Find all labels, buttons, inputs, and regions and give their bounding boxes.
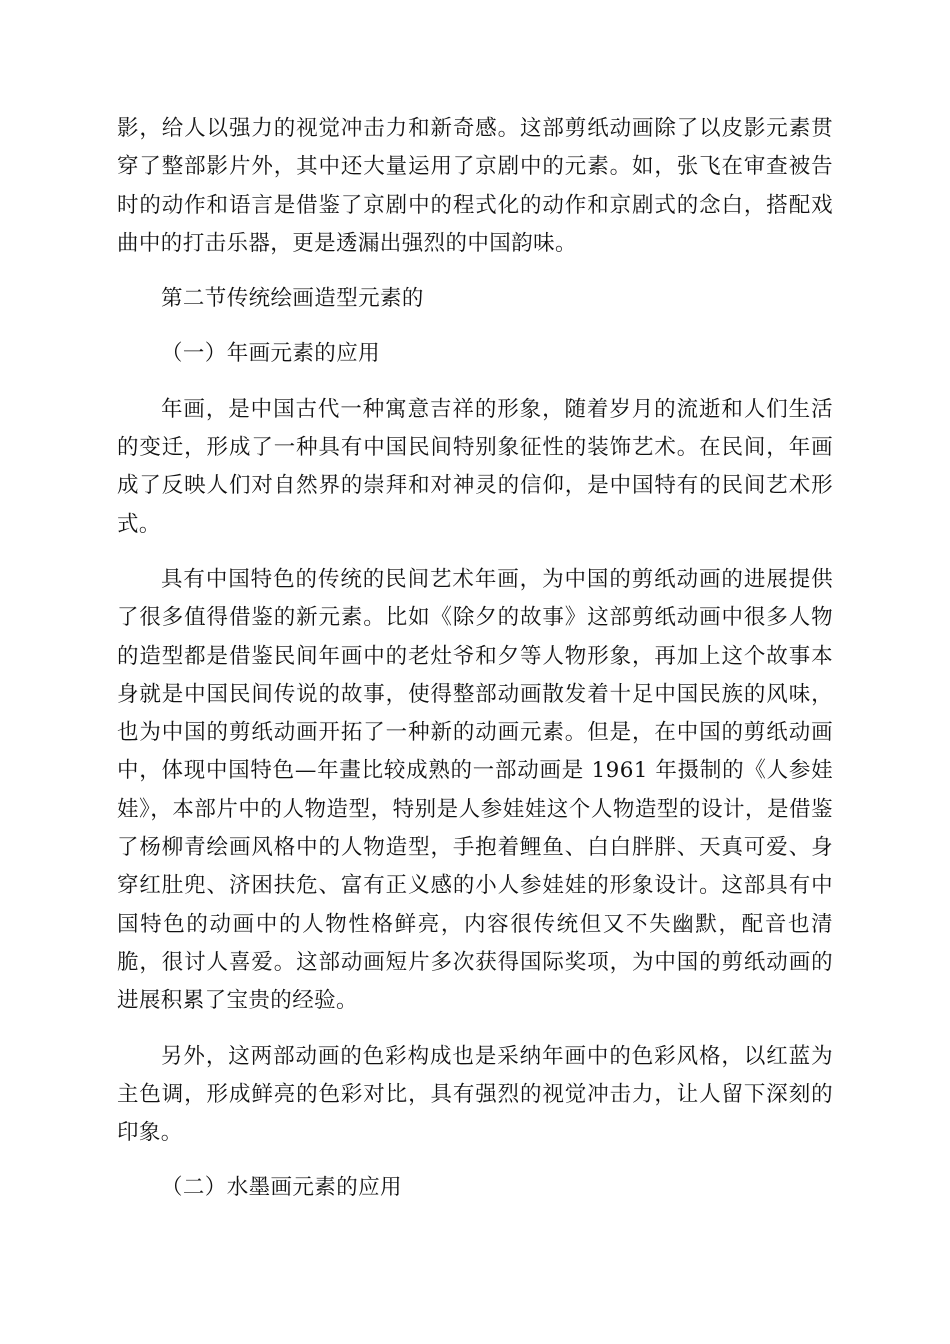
body-paragraph-nianhua-examples: 具有中国特色的传统的民间艺术年画，为中国的剪纸动画的进展提供了很多值得借鉴的新元素。比如《除夕的故事》这部剪纸动画中很多人物的造型都是借鉴民间年画中的老灶爷和夕等人物形象，再加上这个故事本身就是中国民间传说的故事，使得整部动画散发着十足中国民族的风味，也为中国的剪纸动画开拓了一种新的动画元素。但是，在中国的剪纸动画中，体现中国特色—年畫比较成熟的一部动画是 1961 年摄制的《人参娃娃》，本部片中的人物造型，特别是人参娃娃这个人物造型的设计，是借鉴了杨柳青绘画风格中的人物造型，手抱着鲤鱼、白白胖胖、天真可爱、身穿红肚兜、济困扶危、富有正义感的小人参娃娃的形象设计。这部具有中国特色的动画中的人物性格鲜亮，内容很传统但又不失幽默，配音也清脆，很讨人喜爱。这部动画短片多次获得国际奖项，为中国的剪纸动画的进展积累了宝贵的经验。	[117, 566, 833, 1014]
subsection-heading-nianhua: （一）年画元素的应用	[161, 341, 381, 367]
document-page	[117, 110, 833, 1225]
body-paragraph-nianhua-definition: 年画，是中国古代一种寓意吉祥的形象，随着岁月的流逝和人们生活的变迁，形成了一种具有中国民间特别象征性的装饰艺术。在民间，年画成了反映人们对自然界的崇拜和对神灵的信仰，是中国特有的民间艺术形式。	[117, 396, 833, 537]
subsection-heading-ink-painting: （二）水墨画元素的应用	[161, 1175, 402, 1201]
section-heading: 第二节传统绘画造型元素的	[161, 286, 424, 312]
body-paragraph-continuation: 影，给人以强力的视觉冲击力和新奇感。这部剪纸动画除了以皮影元素贯穿了整部影片外，其中还大量运用了京剧中的元素。如，张飞在审查被告时的动作和语言是借鉴了京剧中的程式化的动作和京剧式的念白，搭配戏曲中的打击乐器，更是透漏出强烈的中国韵味。	[117, 116, 833, 256]
body-paragraph-color: 另外，这两部动画的色彩构成也是采纳年画中的色彩风格，以红蓝为主色调，形成鲜亮的色彩对比，具有强烈的视觉冲击力，让人留下深刻的印象。	[117, 1043, 833, 1146]
